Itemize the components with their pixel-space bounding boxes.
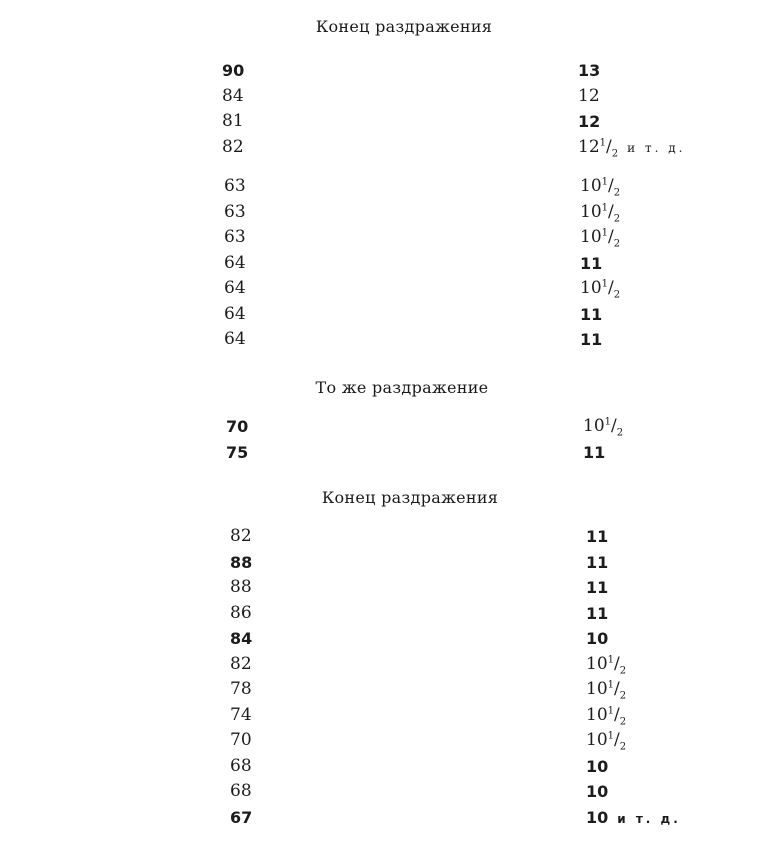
right-whole: 11	[580, 330, 603, 349]
row-left-value: 90	[222, 61, 245, 80]
table-row	[0, 677, 760, 703]
table-row	[0, 703, 760, 729]
right-whole: 10	[586, 756, 609, 776]
right-whole: 10	[580, 278, 602, 298]
right-whole: 10	[586, 679, 608, 699]
table-row	[0, 652, 760, 678]
right-fraction: $^1/_2$	[601, 227, 621, 250]
row-right-value	[586, 703, 626, 729]
row-left-value: 86	[230, 602, 252, 623]
row-left-value: 75	[226, 442, 249, 462]
row-left-value: 82	[222, 136, 244, 157]
section-heading-end-of-stimulation-2: Конец раздражения	[321, 488, 499, 507]
row-right-value	[586, 728, 626, 754]
row-left-value: 63	[224, 176, 246, 196]
table-row	[0, 251, 760, 277]
right-whole: 10	[586, 653, 608, 674]
row-right-value	[586, 524, 608, 550]
row-right-value	[578, 135, 685, 162]
right-whole: 11	[580, 304, 603, 324]
row-right-value	[586, 754, 608, 780]
row-right-value	[586, 626, 608, 652]
right-fraction: $^1/_2$	[607, 679, 627, 702]
right-whole: 10	[586, 704, 608, 725]
row-right-value	[583, 440, 605, 466]
right-whole: 11	[586, 552, 609, 572]
row-right-value	[586, 550, 608, 576]
right-fraction: $^1/_2$	[604, 416, 624, 439]
row-left-value: 64	[224, 329, 246, 349]
row-left-value: 64	[224, 278, 246, 298]
right-whole: 11	[586, 527, 609, 546]
right-fraction: $^1/_2$	[601, 176, 621, 199]
table-row	[0, 135, 760, 161]
right-whole: 10	[586, 807, 609, 827]
table-row	[0, 550, 760, 576]
right-fraction: $^1/_2$	[607, 704, 627, 727]
table-row	[0, 200, 760, 226]
row-right-value	[586, 779, 608, 805]
right-whole: 10	[586, 782, 609, 801]
right-fraction: $^1/_2$	[607, 730, 627, 753]
row-left-value: 70	[230, 730, 252, 750]
table-row	[0, 601, 760, 627]
row-right-value	[580, 174, 620, 200]
table-row	[0, 524, 760, 550]
row-left-value: 68	[230, 781, 252, 801]
row-right-value	[578, 109, 600, 135]
right-fraction: $^1/_2$	[607, 653, 627, 676]
right-fraction: $^1/_2$	[601, 278, 621, 301]
table-row	[0, 575, 760, 601]
row-left-value: 64	[224, 303, 246, 324]
row-right-value	[580, 200, 620, 226]
right-whole: 10	[586, 629, 609, 648]
row-left-value: 81	[222, 111, 244, 131]
row-suffix: и т. д.	[627, 140, 686, 155]
table-row	[0, 754, 760, 780]
row-left-value: 68	[230, 755, 252, 776]
right-whole: 10	[580, 176, 602, 196]
row-left-value: 63	[224, 227, 246, 247]
table-row	[0, 414, 760, 440]
row-left-value: 74	[230, 704, 252, 725]
row-left-value: 82	[230, 653, 252, 674]
table-row	[0, 276, 760, 302]
row-right-value	[580, 327, 602, 353]
row-right-value	[580, 225, 620, 251]
row-left-value: 88	[230, 577, 252, 597]
table-row	[0, 626, 760, 652]
right-fraction: $^1/_2$	[601, 201, 621, 224]
row-left-value: 78	[230, 679, 252, 699]
right-whole: 11	[583, 442, 606, 462]
row-right-value	[580, 251, 602, 277]
table-row	[0, 779, 760, 805]
table-row	[0, 728, 760, 754]
row-right-value	[586, 677, 626, 703]
row-right-value	[580, 302, 602, 328]
right-whole: 10	[586, 730, 608, 750]
table-row	[0, 174, 760, 200]
right-whole: 12	[578, 85, 600, 106]
row-right-value	[583, 414, 623, 440]
row-right-value	[580, 276, 620, 302]
right-fraction: $^1/_2$	[599, 136, 619, 159]
row-left-value: 64	[224, 252, 246, 273]
table-row	[0, 109, 760, 135]
table-row	[0, 84, 760, 110]
row-left-value: 70	[226, 417, 249, 436]
row-right-value	[578, 84, 600, 110]
right-whole: 10	[580, 201, 602, 222]
data-table-section-1b	[0, 174, 760, 353]
row-right-value	[586, 601, 608, 627]
right-whole: 11	[580, 253, 603, 273]
row-left-value: 63	[224, 201, 246, 222]
table-row	[0, 302, 760, 328]
right-whole: 12	[578, 112, 601, 131]
table-row	[0, 805, 760, 831]
right-whole: 12	[578, 136, 600, 157]
row-left-value: 82	[230, 526, 252, 546]
section-heading-end-of-stimulation: Конец раздражения	[315, 17, 493, 36]
right-whole: 10	[580, 227, 602, 247]
table-row	[0, 440, 760, 466]
row-left-value: 84	[230, 629, 253, 648]
data-table-section-2	[0, 414, 760, 465]
table-row	[0, 58, 760, 84]
row-left-value: 67	[230, 807, 253, 827]
row-suffix: и т. д.	[617, 811, 681, 826]
table-row	[0, 327, 760, 353]
row-right-value	[586, 575, 608, 601]
row-right-value	[586, 805, 681, 833]
section-heading-same-stimulation: То же раздражение	[315, 378, 489, 397]
data-table-section-3	[0, 524, 760, 830]
row-left-value: 84	[222, 85, 244, 106]
table-row	[0, 225, 760, 251]
row-right-value	[586, 652, 626, 678]
row-left-value: 88	[230, 552, 253, 572]
data-table-section-1	[0, 58, 760, 160]
row-right-value	[578, 58, 600, 84]
right-whole: 13	[578, 61, 601, 80]
right-whole: 11	[586, 603, 609, 623]
right-whole: 10	[583, 416, 605, 436]
right-whole: 11	[586, 578, 609, 597]
